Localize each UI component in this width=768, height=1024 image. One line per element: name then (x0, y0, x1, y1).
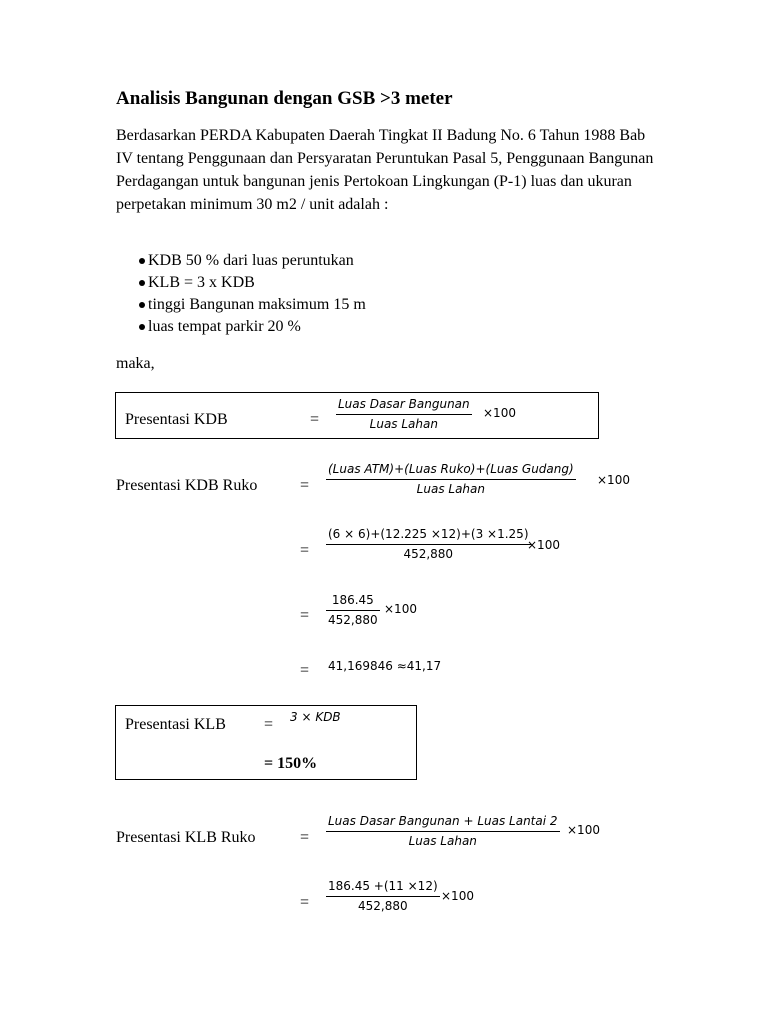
times-hundred: ×100 (483, 406, 516, 420)
list-item: KLB = 3 x KDB (116, 272, 366, 294)
equals-sign: = (264, 716, 274, 733)
kdb-fraction (336, 397, 472, 432)
fraction-numerator: (Luas ATM)+(Luas Ruko)+(Luas Gudang) (328, 462, 574, 476)
fraction-numerator: Luas Dasar Bangunan + Luas Lantai 2 (328, 814, 558, 828)
kdb-label: Presentasi KDB (125, 411, 228, 428)
kdb-ruko-label: Presentasi KDB Ruko (116, 477, 258, 494)
fraction-denominator: Luas Lahan (369, 417, 438, 431)
fraction-denominator: Luas Lahan (408, 834, 477, 848)
klb-result: = 150% (264, 755, 318, 772)
equals-sign: = (300, 477, 310, 494)
equals-sign: = (300, 662, 310, 679)
times-hundred: ×100 (527, 538, 560, 552)
kdb-ruko-step2-fraction (326, 527, 531, 562)
list-item: tinggi Bangunan maksimum 15 m (116, 294, 366, 316)
fraction-numerator: 186.45 +(11 ×12) (328, 879, 438, 893)
fraction-denominator: Luas Lahan (416, 482, 485, 496)
klb-ruko-fraction (326, 814, 560, 849)
maka-text: maka, (116, 355, 155, 372)
page-heading: Analisis Bangunan dengan GSB >3 meter (116, 88, 453, 109)
requirements-list (116, 250, 366, 338)
times-hundred: ×100 (384, 602, 417, 616)
fraction-numerator: 186.45 (331, 593, 374, 607)
intro-paragraph: Berdasarkan PERDA Kabupaten Daerah Tingkat II Badung No. 6 Tahun 1988 Bab IV tentang Penggunaan dan Persyaratan Peruntukan Pasal 5, Penggunaan Bangunan Perdagangan untuk bangunan jenis Pertokoan Lingkungan (P-1) luas dan ukuran perpetakan minimum 30 m2 / unit adalah : (116, 127, 654, 213)
fraction-numerator: Luas Dasar Bangunan (338, 397, 470, 411)
klb-ruko-label: Presentasi KLB Ruko (116, 829, 256, 846)
fraction-denominator: 452,880 (328, 613, 378, 627)
times-hundred: ×100 (441, 889, 474, 903)
klb-expression: 3 × KDB (290, 710, 341, 724)
kdb-ruko-fraction (326, 462, 576, 497)
fraction-numerator: (6 × 6)+(12.225 ×12)+(3 ×1.25) (328, 527, 529, 541)
fraction-denominator: 452,880 (358, 899, 408, 913)
equals-sign: = (300, 542, 310, 559)
klb-label: Presentasi KLB (125, 716, 226, 733)
equals-sign: = (300, 894, 310, 911)
fraction-denominator: 452,880 (403, 547, 454, 561)
equals-sign: = (300, 607, 310, 624)
kdb-ruko-step3-fraction (326, 593, 380, 628)
list-item: KDB 50 % dari luas peruntukan (116, 250, 366, 272)
times-hundred: ×100 (567, 823, 600, 837)
list-item: luas tempat parkir 20 % (116, 316, 366, 338)
equals-sign: = (310, 411, 320, 428)
equals-sign: = (300, 829, 310, 846)
kdb-ruko-result: 41,169846 ≈41,17 (328, 659, 442, 673)
klb-ruko-step2-fraction (326, 879, 440, 914)
times-hundred: ×100 (597, 473, 630, 487)
